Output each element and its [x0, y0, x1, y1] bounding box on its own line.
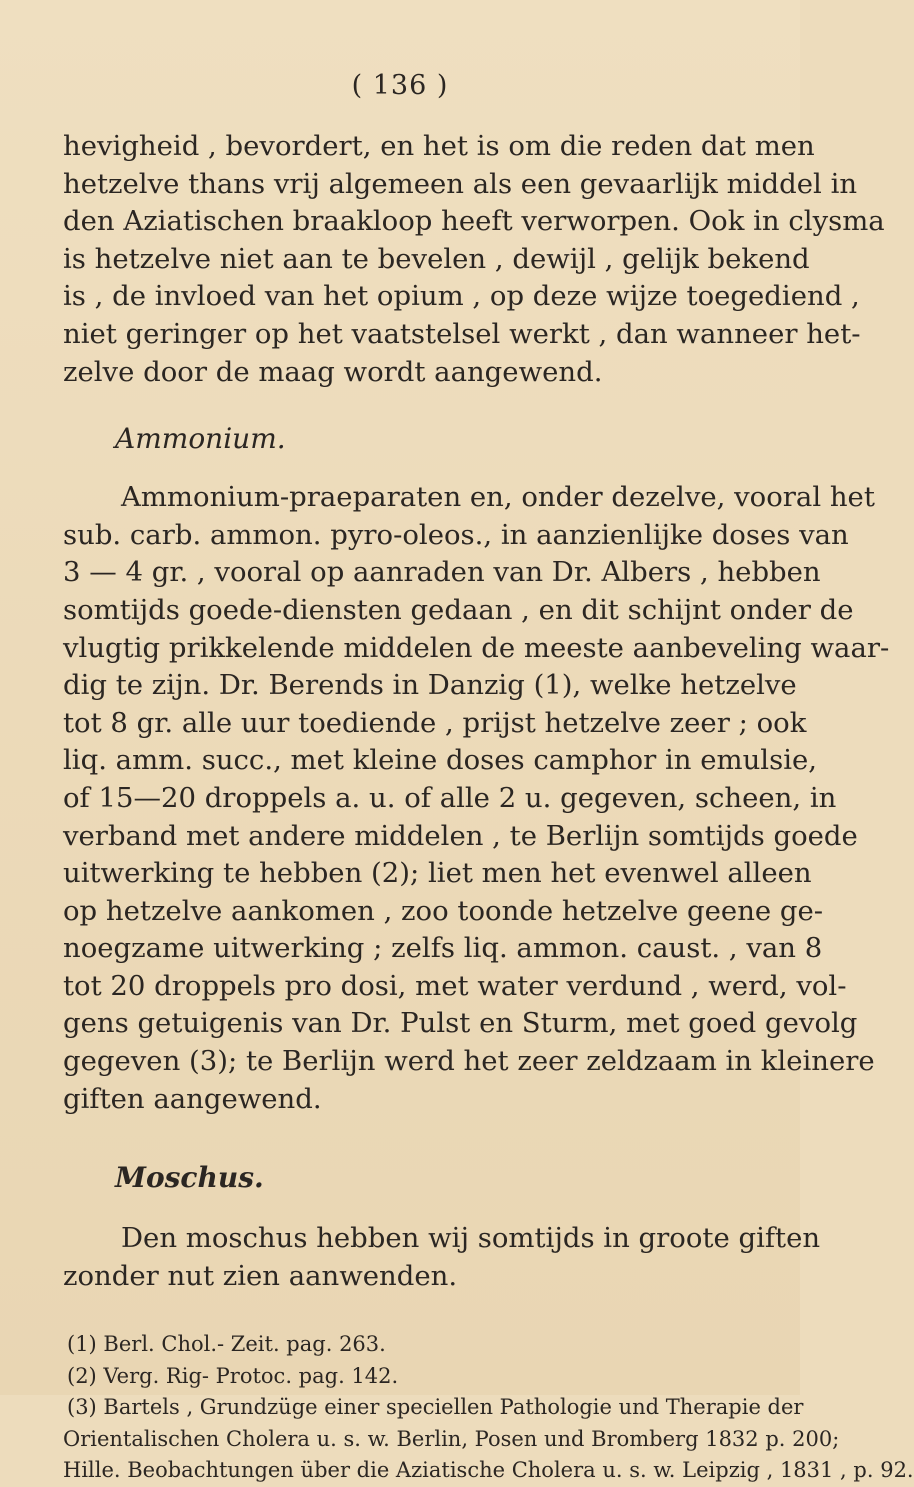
- text-line: zelve door de maag wordt aangewend.: [63, 355, 603, 388]
- text-line: Ammonium-praeparaten en, onder dezelve, vooral het: [121, 481, 875, 514]
- text-line: hevigheid , bevordert, en het is om die reden dat men: [63, 130, 815, 162]
- text-line: verband met andere middelen , te Berlijn somtijds goede: [63, 819, 858, 852]
- page-body: [63, 128, 914, 1487]
- text-line: liq. amm. succ., met kleine doses camphor in emulsie,: [63, 744, 818, 777]
- text-line: is hetzelve niet aan te bevelen , dewijl , gelijk bekend: [63, 242, 810, 275]
- text-line: dig te zijn. Dr. Berends in Danzig (1), welke hetzelve: [63, 669, 797, 702]
- text-line: zonder nut zien aanwenden.: [63, 1259, 458, 1292]
- footnote-3-continued: Hille. Beobachtungen über die Aziatische Cholera u. s. w. Leipzig , 1831 , p. 92.: [63, 1458, 914, 1483]
- text-line: uitwerking te hebben (2); liet men het evenwel alleen: [63, 857, 812, 890]
- footnote-3: (3) Bartels , Grundzüge einer speciellen Pathologie und Therapie der: [67, 1395, 804, 1420]
- text-line: hetzelve thans vrij algemeen als een gevaarlijk middel in: [63, 167, 858, 200]
- moschus-paragraph: [63, 1220, 821, 1295]
- ammonium-paragraph: [63, 479, 890, 1118]
- text-line: giften aangewend.: [63, 1082, 322, 1115]
- text-line: is , de invloed van het opium , op deze wijze toegediend ,: [63, 280, 860, 313]
- page-number: ( 136 ): [351, 70, 449, 101]
- footnote-3-continued: Orientalischen Cholera u. s. w. Berlin, Posen und Bromberg 1832 p. 200;: [63, 1426, 840, 1451]
- opening-paragraph: [63, 128, 885, 391]
- text-line: Den moschus hebben wij somtijds in groote giften: [121, 1222, 821, 1255]
- footnotes: [63, 1329, 914, 1487]
- text-line: somtijds goede-diensten gedaan , en dit schijnt onder de: [63, 593, 854, 626]
- text-line: vlugtig prikkelende middelen de meeste aanbeveling waar-: [63, 631, 890, 664]
- text-line: gens getuigenis van Dr. Pulst en Sturm, met goed gevolg: [63, 1007, 858, 1040]
- text-line: sub. carb. ammon. pyro-oleos., in aanzienlijke doses van: [63, 518, 849, 551]
- text-line: den Aziatischen braakloop heeft verworpen. Ook in clysma: [63, 205, 885, 238]
- text-line: gegeven (3); te Berlijn werd het zeer zeldzaam in kleinere: [63, 1045, 875, 1078]
- text-line: tot 20 droppels pro dosi, met water verdund , werd, vol-: [63, 969, 847, 1002]
- footnote-1: (1) Berl. Chol.- Zeit. pag. 263.: [67, 1332, 386, 1357]
- footnote-2: (2) Verg. Rig- Protoc. pag. 142.: [67, 1363, 399, 1388]
- text-line: noegzame uitwerking ; zelfs liq. ammon. caust. , van 8: [63, 932, 823, 965]
- text-line: tot 8 gr. alle uur toediende , prijst hetzelve zeer ; ook: [63, 706, 807, 739]
- text-line: op hetzelve aankomen , zoo toonde hetzelve geene ge-: [63, 894, 824, 927]
- text-line: 3 — 4 gr. , vooral op aanraden van Dr. Albers , hebben: [63, 556, 821, 589]
- section-heading-moschus: Moschus.: [115, 1161, 264, 1195]
- text-line: niet geringer op het vaatstelsel werkt , dan wanneer het-: [63, 317, 861, 350]
- text-line: of 15—20 droppels a. u. of alle 2 u. gegeven, scheen, in: [63, 781, 837, 814]
- section-heading-ammonium: Ammonium.: [115, 422, 286, 456]
